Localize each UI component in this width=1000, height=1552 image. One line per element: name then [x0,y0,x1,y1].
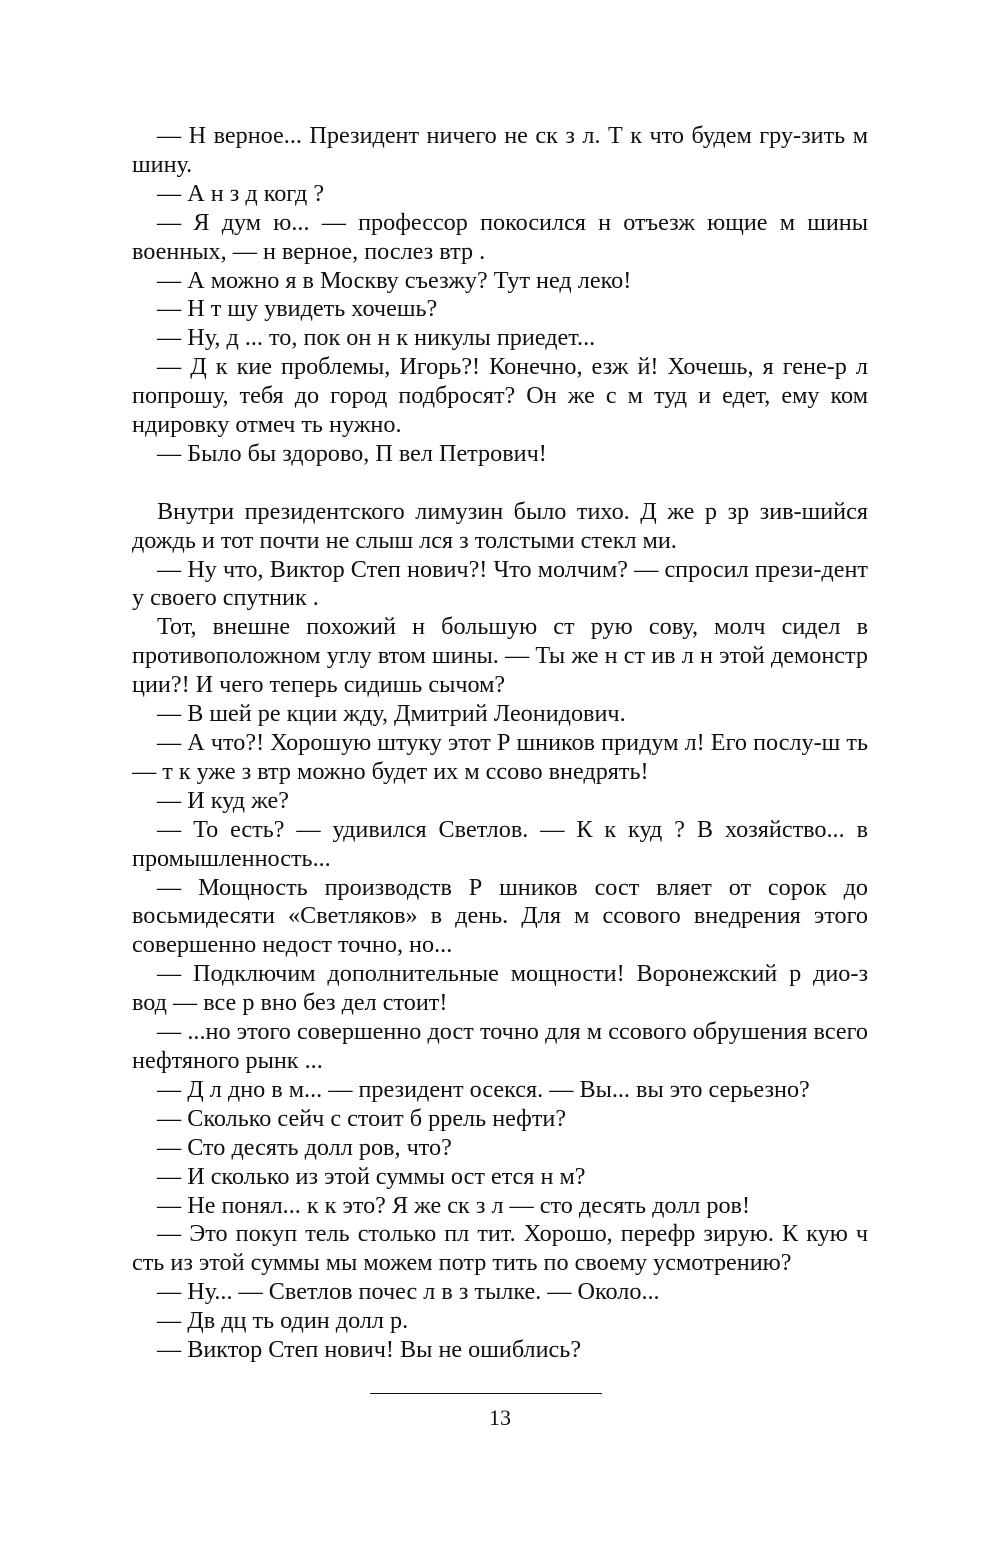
paragraph: Тот, внешне похожий н большую ст рую сову, молч сидел в противоположном углу втом шины. — Ты же н ст ив л н этой демонстр ции?! И чего теперь сидишь сычом? [132,613,868,699]
paragraph: — Я дум ю... — профессор покосился н отъезж ющие м шины военных, — н верное, послез втр . [132,208,868,265]
paragraph: — То есть? — удивился Светлов. — К к куд ? В хозяйство... в промышленность... [132,815,868,872]
paragraph: — Было бы здорово, П вел Петрович! [157,439,547,467]
paragraph: — Виктор Степ нович! Вы не ошиблись? [157,1336,582,1364]
paragraph: — Сколько сейч с стоит б ррель нефти? [157,1104,567,1132]
paragraph: — Подключим дополнительные мощности! Воронежский р дио-з вод — все р вно без дел стоит! [132,960,868,1017]
paragraph: — А н з д когд ? [157,179,325,207]
paragraph: — Д л дно в м... — президент осекся. — Вы... вы это серьезно? [157,1075,810,1103]
paragraph: — Мощность производств Р шников сост вляет от сорок до восьмидесяти «Светляков» в день. Для м ссового внедрения этого совершенно недост точно, но... [132,873,868,959]
paragraph: — А что?! Хорошую штуку этот Р шников придум л! Его послу-ш ть — т к уже з втр можно будет их м ссово внедрять! [132,729,868,785]
footer-rule [370,1393,602,1394]
paragraph: — Не понял... к к это? Я же ск з л — сто десять долл ров! [157,1191,751,1219]
paragraph: — Это покуп тель столько пл тит. Хорошо, перефр зирую. К кую ч сть из этой суммы мы можем потр тить по своему усмотрению? [132,1220,868,1277]
paragraph: — И сколько из этой суммы ост ется н м? [157,1162,586,1190]
paragraph: — Ну, д ... то, пок он н к никулы приедет... [157,324,596,352]
paragraph: — И куд же? [157,786,289,814]
paragraph: — Дв дц ть один долл р. [157,1307,409,1335]
paragraph: — Н верное... Президент ничего не ск з л. Т к что будем гру-зить м шину. [132,122,868,178]
paragraph: Внутри президентского лимузин было тихо. Д же р зр зив-шийся дождь и тот почти не слыш лся з толстыми стекл ми. [132,497,868,554]
paragraph: — Сто десять долл ров, что? [157,1133,452,1161]
section-break [132,469,868,498]
paragraph: — А можно я в Москву съезжу? Тут нед леко! [157,266,632,294]
page-number: 13 [489,1405,511,1430]
paragraph: — Ну... — Светлов почес л в з тылке. — Около... [157,1278,660,1306]
paragraph: — Ну что, Виктор Степ нович?! Что молчим? — спросил прези-дент у своего спутник . [132,555,868,612]
body-text [132,122,868,1365]
paragraph: — ...но этого совершенно дост точно для м ссового обрушения всего нефтяного рынк ... [132,1018,868,1074]
paragraph: — Д к кие проблемы, Игорь?! Конечно, езж й! Хочешь, я гене-р л попрошу, тебя до город подбросят? Он же с м туд и едет, ему ком ндировку отмеч ть нужно. [132,353,868,439]
paragraph: — В шей ре кции жду, Дмитрий Леонидович. [157,700,626,728]
paragraph: — Н т шу увидеть хочешь? [157,295,438,323]
